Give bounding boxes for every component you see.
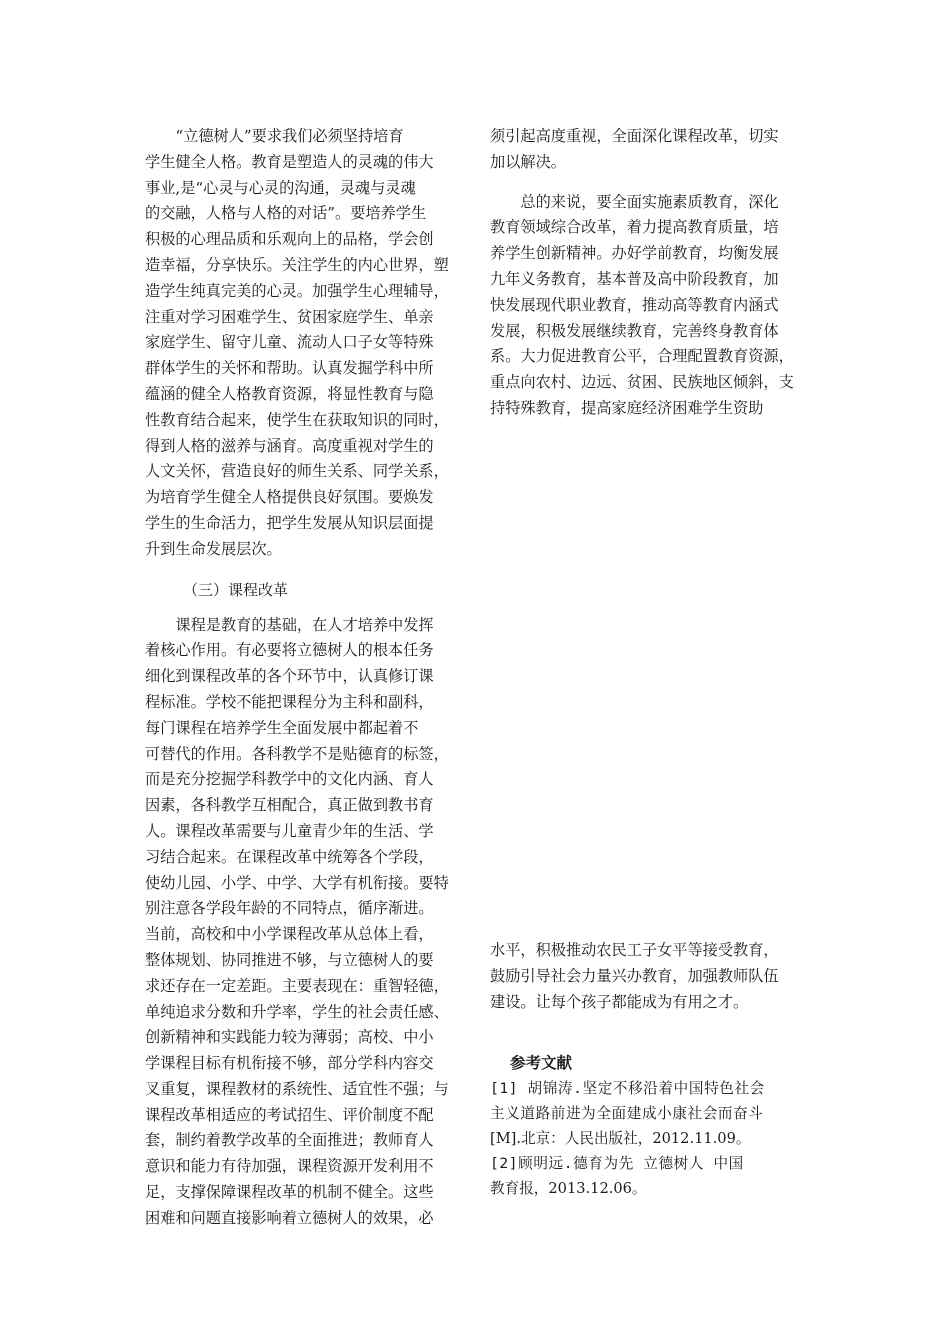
text-line: 求还存在一定差距。主要表现在：重智轻德， — [145, 976, 449, 995]
text-line: 快发展现代职业教育，推动高等教育内涵式 — [490, 295, 779, 314]
text-line: 习结合起来。在课程改革中统筹各个学段， — [145, 847, 434, 866]
text-line: 因素，各科教学互相配合，真正做到教书育 — [145, 796, 434, 815]
text-line: 持特殊教育，提高家庭经济困难学生资助 — [490, 398, 764, 417]
paragraph-summary — [490, 190, 812, 422]
paragraph-continuation — [490, 124, 812, 176]
reference-line: [1] 胡锦涛.坚定不移沿着中国特色社会 — [490, 1080, 765, 1097]
references-section — [490, 1050, 812, 1201]
text-line: 得到人格的滋养与涵育。高度重视对学生的 — [145, 436, 434, 455]
paragraph-curriculum — [145, 613, 467, 1232]
text-line: 重点向农村、边远、贫困、民族地区倾斜，支 — [490, 373, 794, 392]
reference-line: 主义道路前进为全面建成小康社会而奋斗 — [490, 1105, 764, 1122]
text-line: 加以解决。 — [490, 152, 566, 171]
text-line: 着核心作用。有必要将立德树人的根本任务 — [145, 641, 434, 660]
text-line: 整体规划、协同推进不够，与立德树人的要 — [145, 950, 434, 969]
text-line: 为培育学生健全人格提供良好氛围。要焕发 — [145, 488, 434, 507]
text-line: “立德树人”要求我们必须坚持培育 — [145, 127, 404, 145]
text-line: 建设。让每个孩子都能成为有用之才。 — [490, 992, 749, 1011]
text-line: 人文关怀，营造良好的师生关系、同学关系， — [145, 462, 449, 481]
reference-line: [M].北京：人民出版社，2012.11.09。 — [490, 1130, 751, 1147]
references-title: 参考文献 — [510, 1053, 573, 1072]
text-line: 事业,是“心灵与心灵的沟通，灵魂与灵魂 — [145, 178, 416, 197]
text-line: 注重对学习困难学生、贫困家庭学生、单亲 — [145, 307, 434, 326]
section-heading: （三）课程改革 — [183, 580, 289, 599]
text-line: 困难和问题直接影响着立德树人的效果，必 — [145, 1208, 434, 1227]
text-line: 家庭学生、留守儿童、流动人口子女等特殊 — [145, 333, 434, 352]
text-line: 叉重复，课程教材的系统性、适宜性不强；与 — [145, 1079, 449, 1098]
text-line: 细化到课程改革的各个环节中，认真修订课 — [145, 667, 434, 686]
text-line: 水平，积极推动农民工子女平等接受教育， — [490, 941, 779, 959]
text-line: 创新精神和实践能力较为薄弱；高校、中小 — [145, 1028, 434, 1047]
paragraph-summary-continuation — [490, 938, 812, 1015]
text-line: 人。课程改革需要与儿童青少年的生活、学 — [145, 821, 434, 840]
text-line: 学生健全人格。教育是塑造人的灵魂的伟大 — [145, 152, 434, 171]
text-line: 学课程目标有机衔接不够，部分学科内容交 — [145, 1054, 434, 1073]
right-column-bottom — [490, 938, 812, 1015]
reference-line: [2]顾明远.德育为先 立德树人 中国 — [490, 1155, 744, 1172]
text-line: 当前，高校和中小学课程改革从总体上看， — [145, 925, 434, 944]
text-line: 意识和能力有待加强，课程资源开发利用不 — [145, 1157, 434, 1176]
text-line: 养学生创新精神。办好学前教育，均衡发展 — [490, 244, 779, 263]
text-line: 而是充分挖掘学科教学中的文化内涵、育人 — [145, 770, 434, 789]
text-line: 造幸福，分享快乐。关注学生的内心世界，塑 — [145, 255, 449, 274]
text-line: 课程是教育的基础，在人才培养中发挥 — [145, 615, 434, 634]
right-column-top — [490, 124, 812, 422]
text-line: 造学生纯真完美的心灵。加强学生心理辅导， — [145, 281, 449, 300]
text-line: 蕴涵的健全人格教育资源，将显性教育与隐 — [145, 384, 434, 403]
text-line: 的交融，人格与人格的对话”。要培养学生 — [145, 204, 427, 223]
text-line: 发展，积极发展继续教育，完善终身教育体 — [490, 321, 779, 340]
reference-item-2 — [490, 1151, 812, 1201]
text-line: 套，制约着教学改革的全面推进；教师育人 — [145, 1131, 434, 1150]
left-column — [145, 124, 467, 1232]
text-line: 别注意各学段年龄的不同特点，循序渐进。 — [145, 899, 434, 918]
reference-item-1 — [490, 1076, 812, 1151]
text-line: 九年义务教育，基本普及高中阶段教育，加 — [490, 269, 779, 288]
text-line: 鼓励引导社会力量兴办教育，加强教师队伍 — [490, 966, 779, 985]
text-line: 每门课程在培养学生全面发展中都起着不 — [145, 718, 419, 737]
text-line: 升到生命发展层次。 — [145, 539, 282, 558]
text-line: 可替代的作用。各科教学不是贴德育的标签， — [145, 744, 449, 763]
text-line: 足，支撑保障课程改革的机制不健全。这些 — [145, 1183, 434, 1202]
paragraph-personality — [145, 124, 467, 563]
text-line: 使幼儿园、小学、中学、大学有机衔接。要特 — [145, 873, 449, 892]
text-line: 积极的心理品质和乐观向上的品格，学会创 — [145, 230, 434, 249]
text-line: 系。大力促进教育公平，合理配置教育资源， — [490, 347, 794, 366]
text-line: 课程改革相适应的考试招生、评价制度不配 — [145, 1105, 434, 1124]
text-line: 教育领域综合改革，着力提高教育质量，培 — [490, 218, 779, 237]
text-line: 性教育结合起来，使学生在获取知识的同时， — [145, 410, 449, 429]
text-line: 须引起高度重视，全面深化课程改革，切实 — [490, 127, 779, 145]
text-line: 学生的生命活力，把学生发展从知识层面提 — [145, 513, 434, 532]
text-line: 总的来说，要全面实施素质教育，深化 — [490, 192, 779, 211]
text-line: 单纯追求分数和升学率，学生的社会责任感、 — [145, 1002, 449, 1021]
text-line: 群体学生的关怀和帮助。认真发掘学科中所 — [145, 359, 434, 378]
reference-line: 教育报，2013.12.06。 — [490, 1180, 647, 1197]
text-line: 程标准。学校不能把课程分为主科和副科， — [145, 692, 434, 711]
